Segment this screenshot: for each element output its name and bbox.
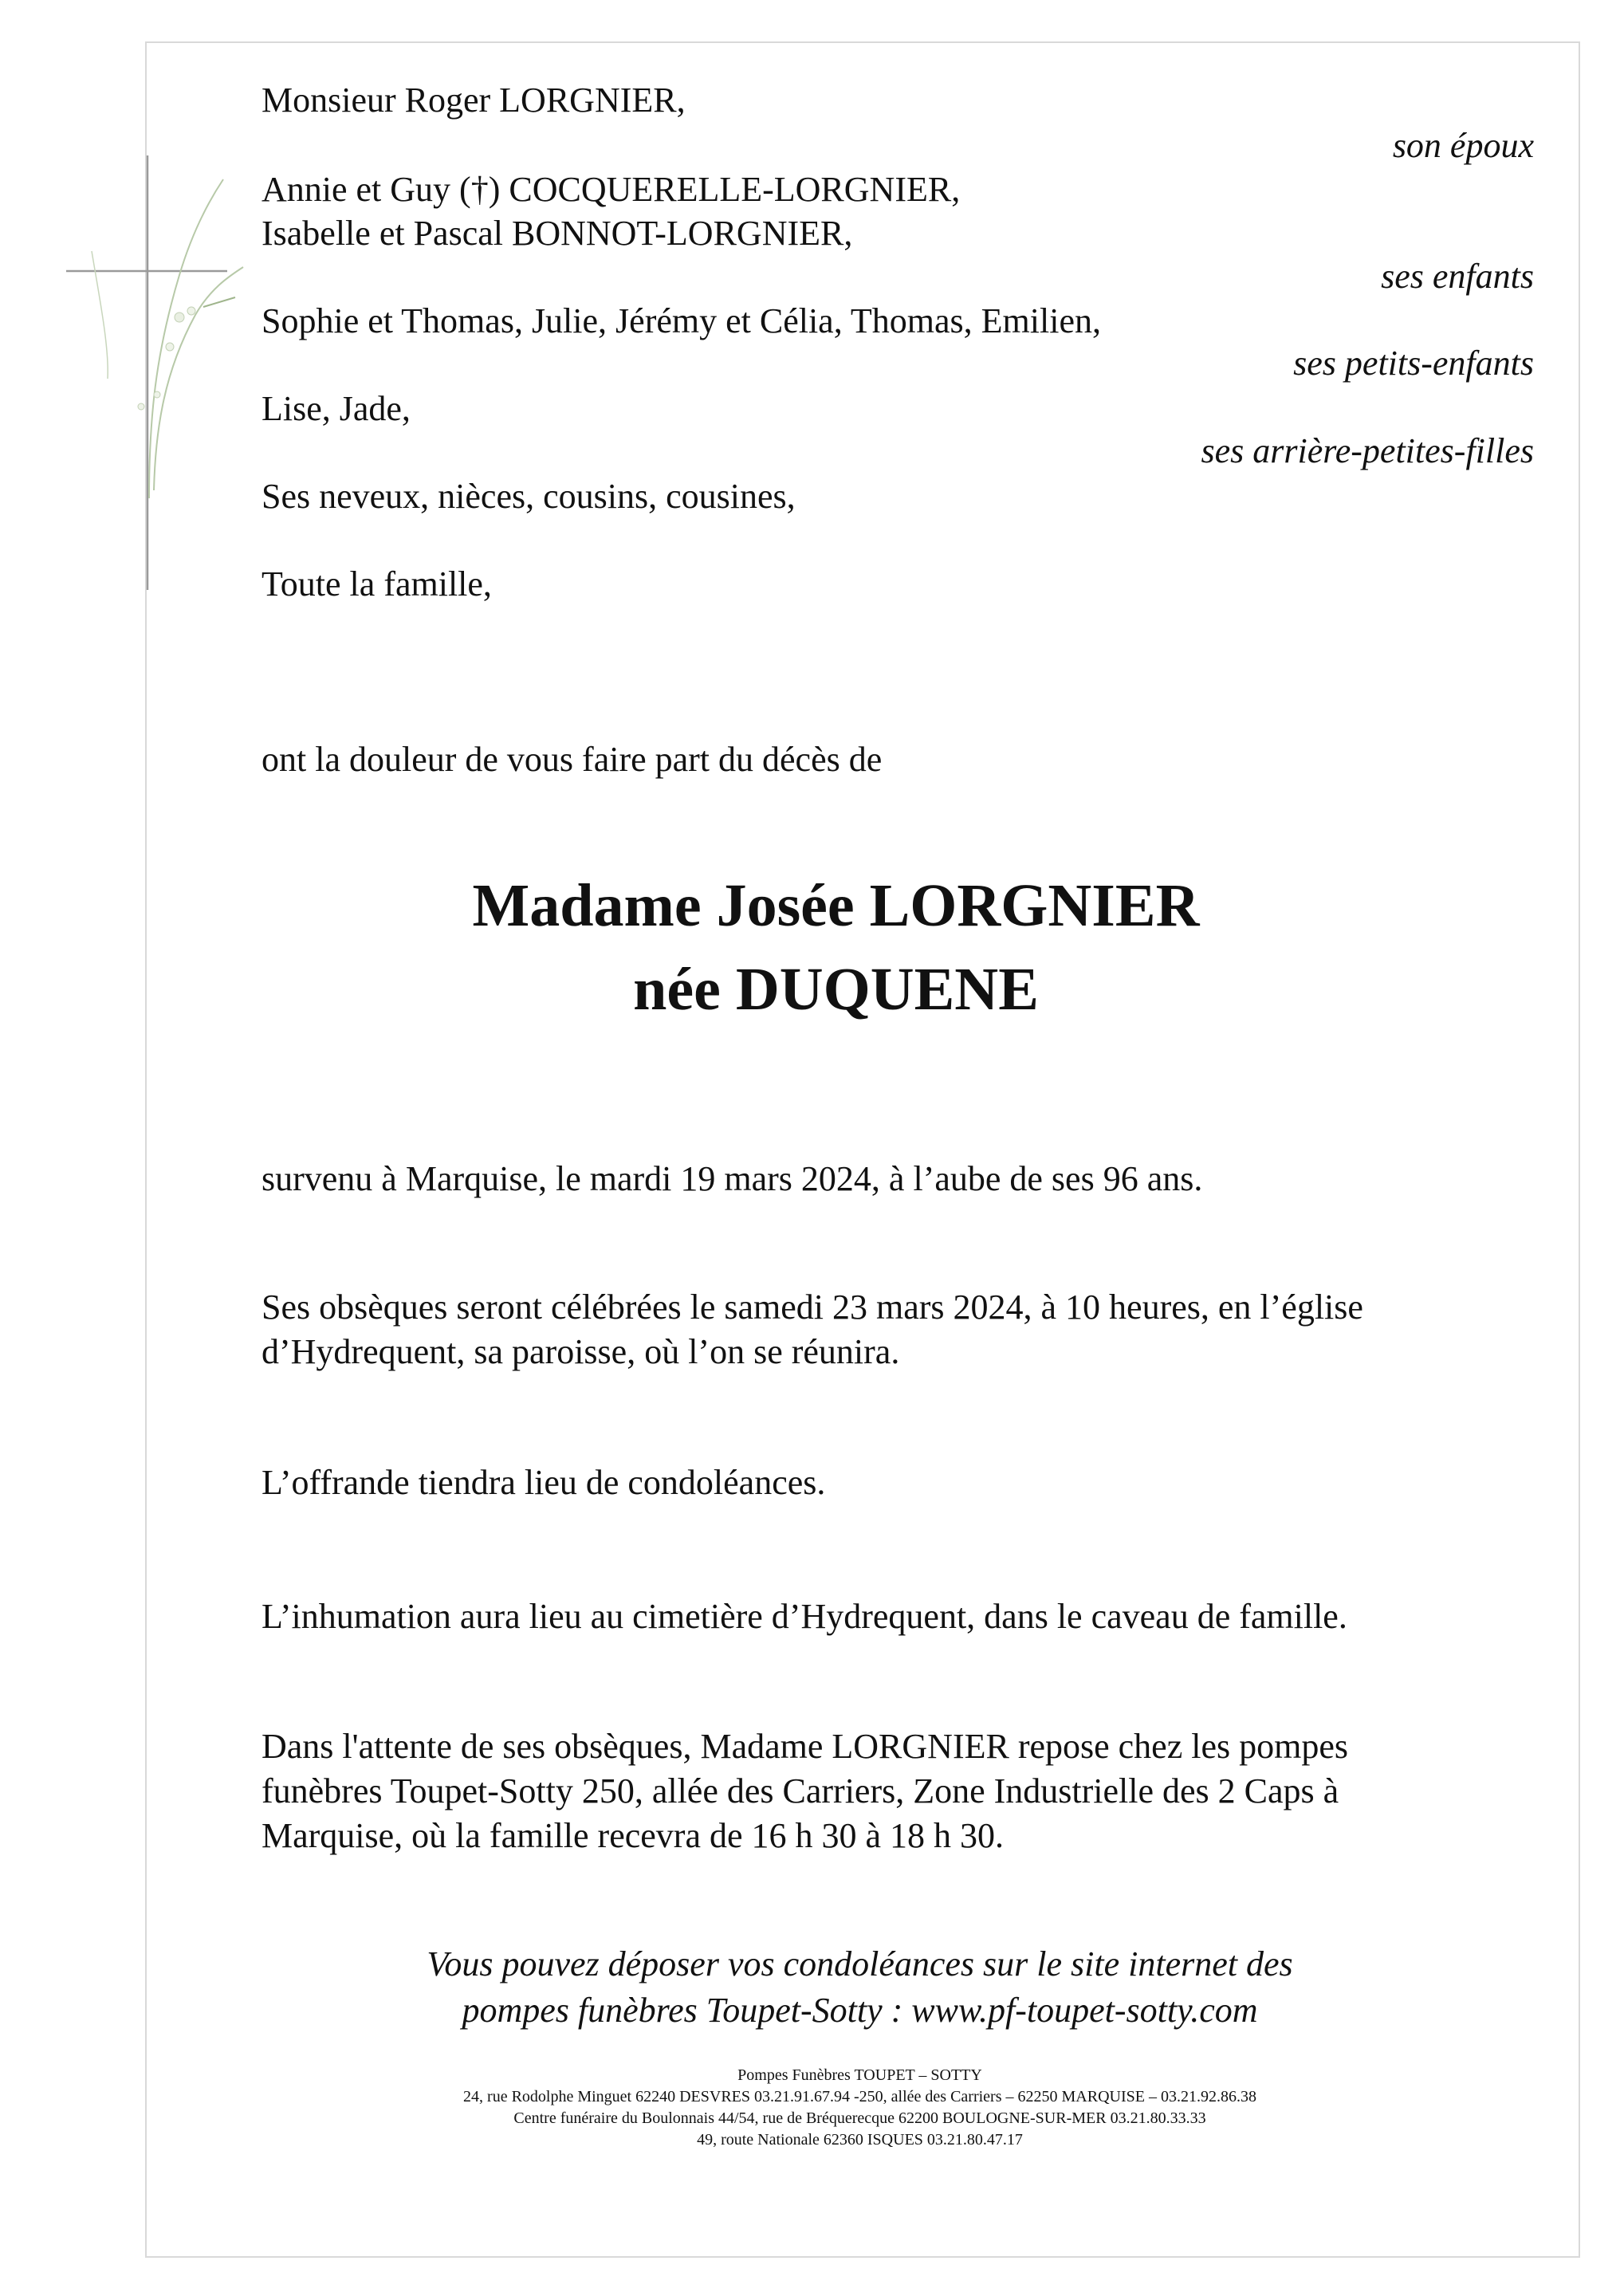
death-info: survenu à Marquise, le mardi 19 mars 2024, à l’aube de ses 96 ans. bbox=[261, 1159, 1203, 1198]
footer-address-2: Centre funéraire du Boulonnais 44/54, rue de Bréquerecque 62200 BOULOGNE-SUR-MER 03.21.80.33.33 bbox=[513, 2109, 1206, 2127]
family-child-1: Annie et Guy (†) COCQUERELLE-LORGNIER, bbox=[261, 170, 961, 209]
funeral-home-footer bbox=[0, 2065, 1624, 2151]
wake-info bbox=[261, 1724, 1473, 1858]
footer-address-1: 24, rue Rodolphe Minguet 62240 DESVRES 03.21.91.67.94 -250, allée des Carriers – 62250 MARQUISE – 03.21.92.86.38 bbox=[463, 2088, 1256, 2105]
wake-line-1: Dans l'attente de ses obsèques, Madame LORGNIER repose chez les pompes bbox=[261, 1727, 1348, 1766]
offering-info: L’offrande tiendra lieu de condoléances. bbox=[261, 1463, 826, 1502]
condolences-line-1: Vous pouvez déposer vos condoléances sur le site internet des bbox=[427, 1944, 1293, 1983]
family-grandchildren: Sophie et Thomas, Julie, Jérémy et Célia, Thomas, Emilien, bbox=[261, 301, 1101, 340]
condolences-line-2: pompes funèbres Toupet-Sotty : www.pf-toupet-sotty.com bbox=[462, 1991, 1258, 2030]
deceased-name: Madame Josée LORGNIER bbox=[472, 872, 1200, 939]
family-child-2: Isabelle et Pascal BONNOT-LORGNIER, bbox=[261, 214, 853, 253]
family-relatives: Ses neveux, nièces, cousins, cousines, bbox=[261, 477, 796, 516]
footer-company: Pompes Funèbres TOUPET – SOTTY bbox=[737, 2066, 982, 2084]
funeral-line-2: d’Hydrequent, sa paroisse, où l’on se réunira. bbox=[261, 1332, 900, 1371]
role-grandchildren: ses petits-enfants bbox=[1293, 344, 1534, 383]
role-spouse: son époux bbox=[1392, 126, 1534, 165]
wake-line-2: funèbres Toupet-Sotty 250, allée des Carriers, Zone Industrielle des 2 Caps à bbox=[261, 1771, 1339, 1810]
deceased-maiden-name: née DUQUENE bbox=[633, 956, 1039, 1023]
family-great-grandchildren: Lise, Jade, bbox=[261, 389, 411, 428]
role-great-grandchildren: ses arrière-petites-filles bbox=[1201, 431, 1534, 470]
family-all: Toute la famille, bbox=[261, 564, 492, 603]
funeral-line-1: Ses obsèques seront célébrées le samedi 23 mars 2024, à 10 heures, en l’église bbox=[261, 1288, 1363, 1327]
announcement-text: ont la douleur de vous faire part du décès de bbox=[261, 740, 883, 779]
cross-with-lily-icon bbox=[60, 155, 267, 602]
footer-address-3: 49, route Nationale 62360 ISQUES 03.21.80.47.17 bbox=[697, 2131, 1023, 2149]
family-spouse: Monsieur Roger LORGNIER, bbox=[261, 81, 686, 120]
wake-line-3: Marquise, où la famille recevra de 16 h 30 à 18 h 30. bbox=[261, 1816, 1005, 1855]
burial-info: L’inhumation aura lieu au cimetière d’Hydrequent, dans le caveau de famille. bbox=[261, 1597, 1347, 1636]
funeral-info bbox=[261, 1285, 1473, 1374]
condolences-notice bbox=[0, 1941, 1624, 2034]
role-children: ses enfants bbox=[1381, 257, 1534, 296]
